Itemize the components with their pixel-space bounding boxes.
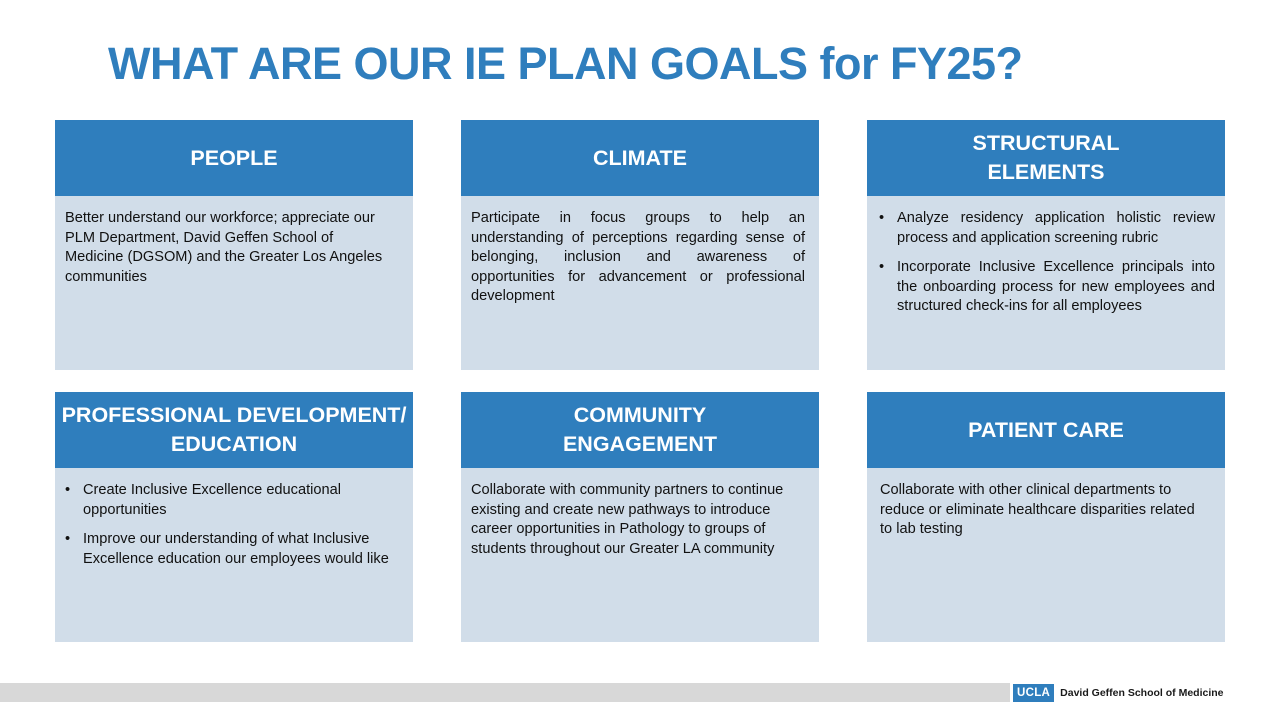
list-item-text: Improve our understanding of what Inclusive Excellence education our employees would like <box>83 531 389 567</box>
page-title: WHAT ARE OUR IE PLAN GOALS for FY25? <box>108 38 1023 89</box>
list-item-text: Create Inclusive Excellence educational opportunities <box>83 482 341 518</box>
card-patient-care <box>867 392 1225 642</box>
ucla-dgsom-logo <box>1013 684 1224 702</box>
list-item <box>65 481 397 520</box>
card-professional-development <box>55 392 413 642</box>
card-bullets <box>867 196 1225 317</box>
card-header: STRUCTURAL ELEMENTS <box>867 120 1225 196</box>
card-bullets <box>55 468 413 569</box>
ucla-logo-mark: UCLA <box>1013 684 1054 702</box>
bullet-icon: • <box>879 210 885 226</box>
card-climate <box>461 120 819 370</box>
list-item <box>65 530 397 569</box>
card-community-engagement <box>461 392 819 642</box>
card-text: Better understand our workforce; appreciate our PLM Department, David Geffen School of Medicine (DGSOM) and the Greater Los Angeles communities <box>65 210 383 285</box>
card-header: COMMUNITY ENGAGEMENT <box>461 392 819 468</box>
list-item-text: Analyze residency application holistic review process and application screening rubric <box>897 210 1215 246</box>
card-text: Collaborate with community partners to continue existing and create new pathways to introduce career opportunities in Pathology to groups of students throughout our Greater LA community <box>471 482 784 557</box>
card-header: PATIENT CARE <box>867 392 1225 468</box>
list-item <box>879 209 1215 248</box>
bullet-icon: • <box>879 259 885 276</box>
list-item <box>879 258 1215 317</box>
school-name: David Geffen School of Medicine <box>1060 687 1224 699</box>
card-text: Collaborate with other clinical departments to reduce or eliminate healthcare disparities related to lab testing <box>880 482 1195 538</box>
card-header: PEOPLE <box>55 120 413 196</box>
card-structural-elements <box>867 120 1225 370</box>
list-item-text: Incorporate Inclusive Excellence principals into the onboarding process for new employees and structured check-ins for all employees <box>897 259 1215 315</box>
bullet-icon: • <box>65 531 71 548</box>
card-text: Participate in focus groups to help an understanding of perceptions regarding sense of belonging, inclusion and awareness of opportunities for advancement or professional development <box>471 210 805 305</box>
card-people <box>55 120 413 370</box>
footer-bar <box>0 683 1010 702</box>
card-header: PROFESSIONAL DEVELOPMENT/ EDUCATION <box>55 392 413 468</box>
card-header: CLIMATE <box>461 120 819 196</box>
bullet-icon: • <box>65 482 71 498</box>
